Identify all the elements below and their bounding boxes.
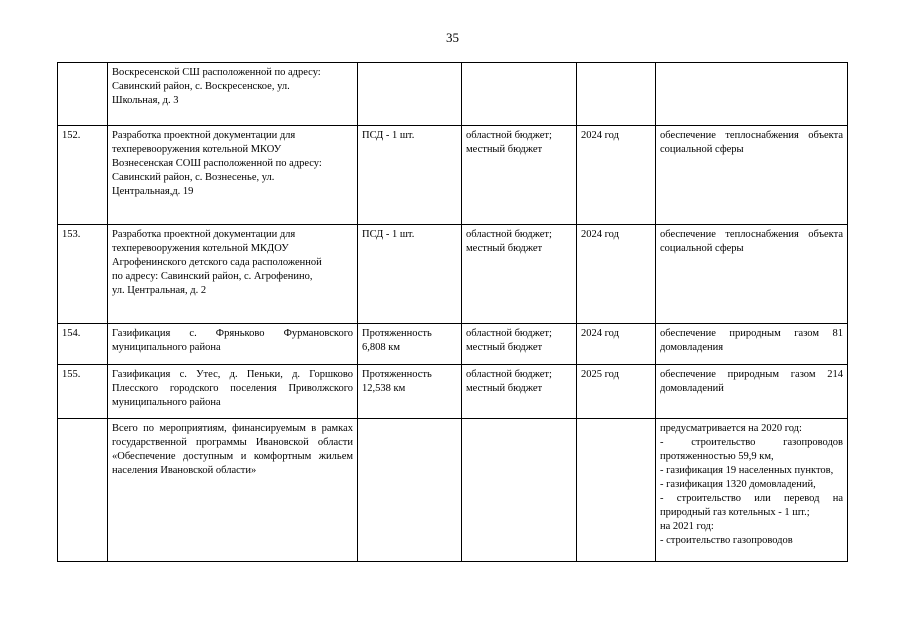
result-cell: обеспечение природным газом 81 домовладения	[656, 324, 848, 365]
page-number: 35	[446, 30, 459, 45]
row-number: 154.	[58, 324, 108, 365]
row-number	[58, 419, 108, 562]
funding-source-cell	[462, 419, 577, 562]
measures-table	[57, 62, 848, 562]
year-cell: 2025 год	[577, 365, 656, 419]
summary-line: - строительство газопроводов	[660, 535, 793, 546]
summary-line: - газификация 1320 домовладений,	[660, 479, 816, 490]
funding-source-cell	[462, 63, 577, 126]
result-cell: обеспечение природным газом 214 домовладений	[656, 365, 848, 419]
table-row	[58, 419, 848, 562]
event-description: Воскресенской СШ расположенной по адресу: Савинский район, с. Воскресенское, ул. Школьная, д. 3	[108, 63, 358, 126]
table-row	[58, 324, 848, 365]
volume-cell: Протяженность 6,808 км	[358, 324, 462, 365]
row-number: 155.	[58, 365, 108, 419]
event-description: Газификация с. Фряньково Фурмановского муниципального района	[108, 324, 358, 365]
year-cell: 2024 год	[577, 225, 656, 324]
year-cell: 2024 год	[577, 324, 656, 365]
row-number: 152.	[58, 126, 108, 225]
summary-line: - строительство газопроводов протяженностью 59,9 км,	[660, 437, 843, 462]
year-cell: 2024 год	[577, 126, 656, 225]
summary-line: - строительство или перевод на природный газ котельных - 1 шт.;	[660, 493, 843, 518]
year-cell	[577, 63, 656, 126]
year-cell	[577, 419, 656, 562]
result-cell	[656, 63, 848, 126]
result-cell: обеспечение теплоснабжения объекта социальной сферы	[656, 225, 848, 324]
volume-cell: Протяженность 12,538 км	[358, 365, 462, 419]
table-row	[58, 365, 848, 419]
summary-line: - газификация 19 населенных пунктов,	[660, 465, 834, 476]
table-row	[58, 126, 848, 225]
volume-cell	[358, 63, 462, 126]
funding-source-cell: областной бюджет; местный бюджет	[462, 365, 577, 419]
event-description: Разработка проектной документации для техперевооружения котельной МКДОУ Агрофенинского детского сада расположенной по адресу: Савинский район, с. Агрофенино, ул. Центральная, д. 2	[108, 225, 358, 324]
funding-source-cell: областной бюджет; местный бюджет	[462, 126, 577, 225]
summary-line: предусматривается на 2020 год:	[660, 423, 802, 434]
funding-source-cell: областной бюджет; местный бюджет	[462, 324, 577, 365]
volume-cell: ПСД - 1 шт.	[358, 126, 462, 225]
summary-result-cell	[656, 419, 848, 562]
row-number: 153.	[58, 225, 108, 324]
result-cell: обеспечение теплоснабжения объекта социальной сферы	[656, 126, 848, 225]
event-description: Газификация с. Утес, д. Пеньки, д. Горшково Плесского городского поселения Приволжского муниципального района	[108, 365, 358, 419]
volume-cell: ПСД - 1 шт.	[358, 225, 462, 324]
table-row	[58, 225, 848, 324]
funding-source-cell: областной бюджет; местный бюджет	[462, 225, 577, 324]
row-number	[58, 63, 108, 126]
table-row	[58, 63, 848, 126]
volume-cell	[358, 419, 462, 562]
summary-line: на 2021 год:	[660, 521, 714, 532]
event-description: Всего по мероприятиям, финансируемым в рамках государственной программы Ивановской области «Обеспечение доступным и комфортным жильем населения Ивановской области»	[108, 419, 358, 562]
event-description: Разработка проектной документации для техперевооружения котельной МКОУ Вознесенская СОШ расположенной по адресу: Савинский район, с. Вознесенье, ул. Центральная,д. 19	[108, 126, 358, 225]
